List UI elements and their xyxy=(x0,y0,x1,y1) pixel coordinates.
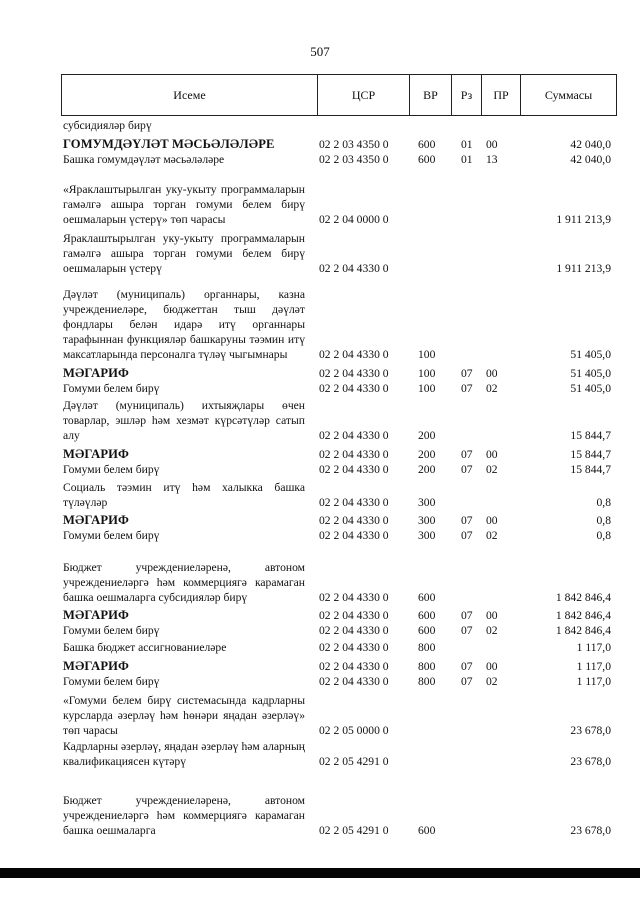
row-vr: 800 xyxy=(418,641,436,654)
table-row xyxy=(63,380,611,396)
row-sum: 15 844,7 xyxy=(570,463,611,476)
row-vr: 100 xyxy=(418,348,436,361)
row-csr: 02 2 04 4330 0 xyxy=(319,591,389,604)
row-sum: 1 911 213,9 xyxy=(556,262,611,275)
row-vr: 600 xyxy=(418,609,436,622)
header-sum: Суммасы xyxy=(520,75,616,115)
table-row xyxy=(63,166,611,227)
row-name: Гомуми белем бирү xyxy=(63,382,160,395)
table-row xyxy=(63,278,611,362)
row-name: Бюджет учреждениеләренә, автоном учреждениеләргә һәм коммерциягә карамаган башка оешмаларга субсидияләр бирү xyxy=(63,561,305,604)
row-pr: 02 xyxy=(486,529,498,542)
row-name: МӘГАРИФ xyxy=(63,366,129,380)
header-csr: ЦСР xyxy=(317,75,409,115)
row-csr: 02 2 03 4350 0 xyxy=(319,153,389,166)
table-row xyxy=(63,134,611,152)
row-rz: 07 xyxy=(461,529,473,542)
row-csr: 02 2 05 4291 0 xyxy=(319,755,389,768)
row-rz: 01 xyxy=(461,138,473,151)
table-row xyxy=(63,444,611,462)
row-csr: 02 2 04 4330 0 xyxy=(319,262,389,275)
table-row xyxy=(63,461,611,477)
row-csr: 02 2 04 0000 0 xyxy=(319,213,389,226)
row-name: Башка бюджет ассигнованиеләре xyxy=(63,641,227,654)
table-row xyxy=(63,656,611,674)
row-sum: 0,8 xyxy=(596,529,611,542)
row-rz: 07 xyxy=(461,660,473,673)
row-name: Башка гомумдәүләт мәсьәләләре xyxy=(63,153,225,166)
row-csr: 02 2 04 4330 0 xyxy=(319,496,389,509)
row-vr: 200 xyxy=(418,448,436,461)
row-name: ГОМУМДӘҮЛӘТ МӘСЬӘЛӘЛӘРЕ xyxy=(63,137,275,151)
row-sum: 1 842 846,4 xyxy=(555,624,611,637)
row-vr: 800 xyxy=(418,660,436,673)
row-name: МӘГАРИФ xyxy=(63,659,129,673)
row-pr: 00 xyxy=(486,609,498,622)
row-csr: 02 2 04 4330 0 xyxy=(319,609,389,622)
row-sum: 1 117,0 xyxy=(576,660,611,673)
row-pr: 00 xyxy=(486,367,498,380)
row-csr: 02 2 04 4330 0 xyxy=(319,641,389,654)
row-rz: 07 xyxy=(461,675,473,688)
row-csr: 02 2 04 4330 0 xyxy=(319,529,389,542)
row-pr: 00 xyxy=(486,660,498,673)
row-csr: 02 2 05 4291 0 xyxy=(319,824,389,837)
row-pr: 02 xyxy=(486,624,498,637)
row-vr: 300 xyxy=(418,496,436,509)
row-sum: 23 678,0 xyxy=(570,724,611,737)
row-name: «Гомуми белем бирү системасында кадрларны курсларда әзерләү һәм һөнәри яңадан әзерләү» төп чарасы xyxy=(63,694,305,737)
row-vr: 300 xyxy=(418,529,436,542)
row-name: субсидияләр бирү xyxy=(63,119,152,132)
table-row xyxy=(63,230,611,276)
table-row xyxy=(63,605,611,623)
row-vr: 800 xyxy=(418,675,436,688)
page-number: 507 xyxy=(310,44,330,59)
header-rz: Рз xyxy=(451,75,481,115)
row-sum: 1 117,0 xyxy=(576,675,611,688)
row-rz: 07 xyxy=(461,609,473,622)
row-pr: 00 xyxy=(486,138,498,151)
row-sum: 51 405,0 xyxy=(570,382,611,395)
row-name: МӘГАРИФ xyxy=(63,447,129,461)
row-vr: 600 xyxy=(418,591,436,604)
row-name: Яраклаштырылган уку-укыту программаларын гамәлгә ашыра торган гомуми белем бирү оешмаларын үстерү xyxy=(63,232,305,275)
row-csr: 02 2 03 4350 0 xyxy=(319,138,389,151)
row-pr: 00 xyxy=(486,448,498,461)
table-row xyxy=(63,478,611,510)
header-pr: ПР xyxy=(481,75,520,115)
row-sum: 23 678,0 xyxy=(570,824,611,837)
row-name: Бюджет учреждениеләренә, автоном учреждениеләргә һәм коммерциягә карамаган башка оешмаларга xyxy=(63,794,305,837)
row-name: Социаль тәэмин итү һәм халыкка башка түләүләр xyxy=(63,481,305,509)
row-vr: 600 xyxy=(418,824,436,837)
row-name: МӘГАРИФ xyxy=(63,513,129,527)
row-vr: 100 xyxy=(418,367,436,380)
row-sum: 1 911 213,9 xyxy=(556,213,611,226)
row-sum: 42 040,0 xyxy=(570,138,611,151)
row-csr: 02 2 04 4330 0 xyxy=(319,429,389,442)
row-pr: 02 xyxy=(486,463,498,476)
row-name: Гомуми белем бирү xyxy=(63,624,160,637)
row-csr: 02 2 04 4330 0 xyxy=(319,367,389,380)
row-csr: 02 2 04 4330 0 xyxy=(319,514,389,527)
table-row xyxy=(63,117,611,133)
row-name: Кадрларны әзерләү, яңадан әзерләү һәм аларның квалификациясен күтәрү xyxy=(63,740,305,768)
row-name: МӘГАРИФ xyxy=(63,608,129,622)
row-rz: 07 xyxy=(461,514,473,527)
header-vr: ВР xyxy=(409,75,451,115)
row-sum: 51 405,0 xyxy=(570,367,611,380)
table-row xyxy=(63,363,611,381)
row-name: Гомуми белем бирү xyxy=(63,675,160,688)
row-name: «Яраклаштырылган уку-укыту программаларын гамәлгә ашыра торган гомуми белем бирү оешмаларын үстерү» төп чарасы xyxy=(63,183,305,226)
row-rz: 07 xyxy=(461,382,473,395)
table-row xyxy=(63,151,611,167)
table-row xyxy=(63,544,611,605)
row-csr: 02 2 04 4330 0 xyxy=(319,382,389,395)
header-name: Исеме xyxy=(173,88,206,102)
row-sum: 42 040,0 xyxy=(570,153,611,166)
row-sum: 0,8 xyxy=(596,514,611,527)
row-pr: 00 xyxy=(486,514,498,527)
row-csr: 02 2 04 4330 0 xyxy=(319,348,389,361)
row-rz: 07 xyxy=(461,448,473,461)
table-row xyxy=(63,770,611,838)
scan-bottom-border xyxy=(0,868,640,878)
row-csr: 02 2 04 4330 0 xyxy=(319,624,389,637)
row-vr: 200 xyxy=(418,429,436,442)
row-pr: 02 xyxy=(486,675,498,688)
row-sum: 15 844,7 xyxy=(570,448,611,461)
row-vr: 300 xyxy=(418,514,436,527)
table-row xyxy=(63,510,611,528)
row-sum: 0,8 xyxy=(596,496,611,509)
row-name: Дәүләт (муниципаль) ихтыяҗлары өчен товарлар, эшләр һәм хезмәт күрсәтүләр сатып алу xyxy=(63,399,305,442)
row-sum: 1 842 846,4 xyxy=(555,591,611,604)
row-sum: 51 405,0 xyxy=(570,348,611,361)
row-name: Гомуми белем бирү xyxy=(63,529,160,542)
row-csr: 02 2 04 4330 0 xyxy=(319,448,389,461)
table-row xyxy=(63,692,611,738)
row-vr: 600 xyxy=(418,138,436,151)
table-row xyxy=(63,639,611,655)
row-vr: 600 xyxy=(418,153,436,166)
row-csr: 02 2 04 4330 0 xyxy=(319,463,389,476)
row-sum: 1 842 846,4 xyxy=(555,609,611,622)
row-vr: 200 xyxy=(418,463,436,476)
table-row xyxy=(63,397,611,443)
row-sum: 1 117,0 xyxy=(576,641,611,654)
row-name: Гомуми белем бирү xyxy=(63,463,160,476)
table-row xyxy=(63,622,611,638)
table-header xyxy=(61,74,617,116)
table-row xyxy=(63,673,611,689)
table-row xyxy=(63,527,611,543)
row-rz: 07 xyxy=(461,624,473,637)
row-vr: 600 xyxy=(418,624,436,637)
row-vr: 100 xyxy=(418,382,436,395)
row-pr: 02 xyxy=(486,382,498,395)
row-csr: 02 2 04 4330 0 xyxy=(319,675,389,688)
row-csr: 02 2 05 0000 0 xyxy=(319,724,389,737)
row-pr: 13 xyxy=(486,153,498,166)
row-rz: 01 xyxy=(461,153,473,166)
row-csr: 02 2 04 4330 0 xyxy=(319,660,389,673)
row-rz: 07 xyxy=(461,367,473,380)
row-sum: 23 678,0 xyxy=(570,755,611,768)
row-sum: 15 844,7 xyxy=(570,429,611,442)
row-name: Дәүләт (муниципаль) органнары, казна учреждениеләре, бюджеттан тыш дәүләт фондлары белән идарә итү органнары тарафыннан функцияләр башкаруны тәэмин итү максатларында персоналга түләү чыгымнары xyxy=(63,288,305,361)
row-rz: 07 xyxy=(461,463,473,476)
table-row xyxy=(63,738,611,769)
